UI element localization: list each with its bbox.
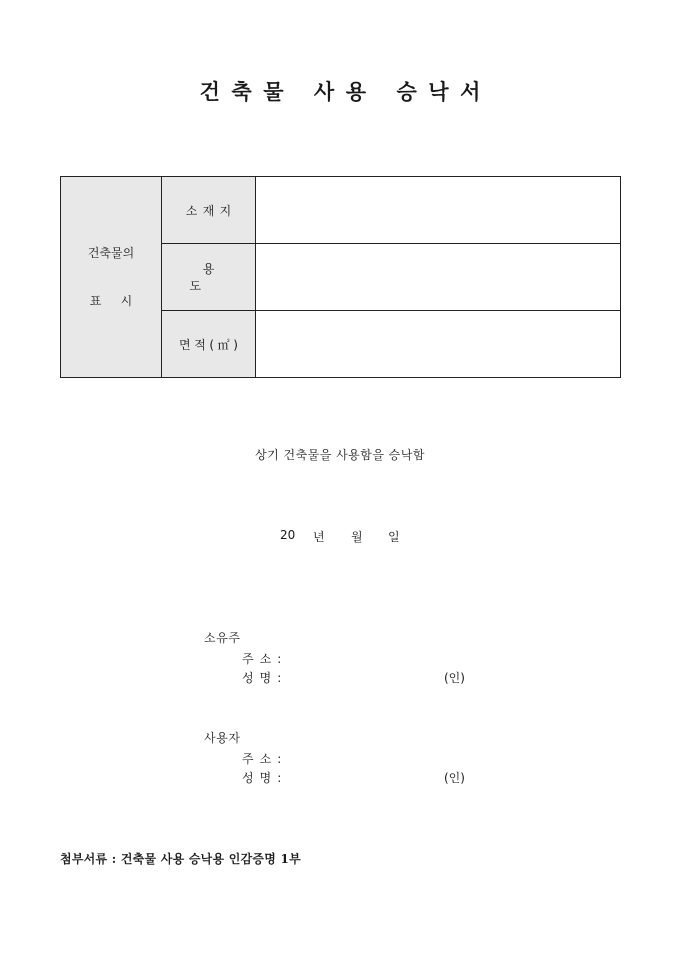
area-label-cell bbox=[162, 311, 256, 378]
user-address-label: 주소 bbox=[242, 752, 278, 766]
owner-name-colon: : bbox=[277, 671, 288, 685]
user-title: 사용자 bbox=[204, 731, 241, 745]
group-label-line2: 표시 bbox=[89, 294, 152, 308]
building-info-table bbox=[60, 176, 621, 378]
table-row bbox=[61, 177, 621, 244]
document-title: 건축물 사용 승낙서 bbox=[199, 79, 492, 104]
user-name-row[interactable] bbox=[242, 769, 287, 786]
user-seal: (인) bbox=[444, 771, 465, 785]
date-day-unit: 일 bbox=[388, 530, 400, 544]
group-label-line1: 건축물의 bbox=[87, 245, 135, 260]
usage-label: 용도 bbox=[189, 262, 241, 293]
usage-value-field[interactable] bbox=[256, 244, 621, 311]
location-label-cell bbox=[162, 177, 256, 244]
area-label: 면적(㎡) bbox=[179, 337, 242, 352]
usage-label-cell bbox=[162, 244, 256, 311]
owner-address-colon: : bbox=[277, 652, 288, 666]
date-month-unit: 월 bbox=[351, 530, 363, 544]
building-display-header bbox=[61, 177, 162, 378]
location-value-field[interactable] bbox=[256, 177, 621, 244]
user-name-colon: : bbox=[277, 771, 288, 785]
owner-name-row[interactable] bbox=[242, 669, 287, 686]
attachment-note: 첨부서류 : 건축물 사용 승낙용 인감증명 1부 bbox=[60, 852, 301, 866]
owner-name-label: 성명 bbox=[242, 671, 278, 685]
owner-title: 소유주 bbox=[204, 631, 241, 645]
consent-statement: 상기 건축물을 사용함을 승낙함 bbox=[255, 448, 425, 462]
owner-address-row[interactable] bbox=[242, 650, 287, 667]
user-address-row[interactable] bbox=[242, 750, 287, 767]
area-value-field[interactable] bbox=[256, 311, 621, 378]
location-label: 소재지 bbox=[185, 203, 237, 218]
owner-seal: (인) bbox=[444, 671, 465, 685]
date-year[interactable]: 20 bbox=[280, 528, 296, 542]
user-name-label: 성명 bbox=[242, 771, 278, 785]
owner-address-label: 주소 bbox=[242, 652, 278, 666]
date-year-unit: 년 bbox=[313, 530, 325, 544]
user-address-colon: : bbox=[277, 752, 288, 766]
